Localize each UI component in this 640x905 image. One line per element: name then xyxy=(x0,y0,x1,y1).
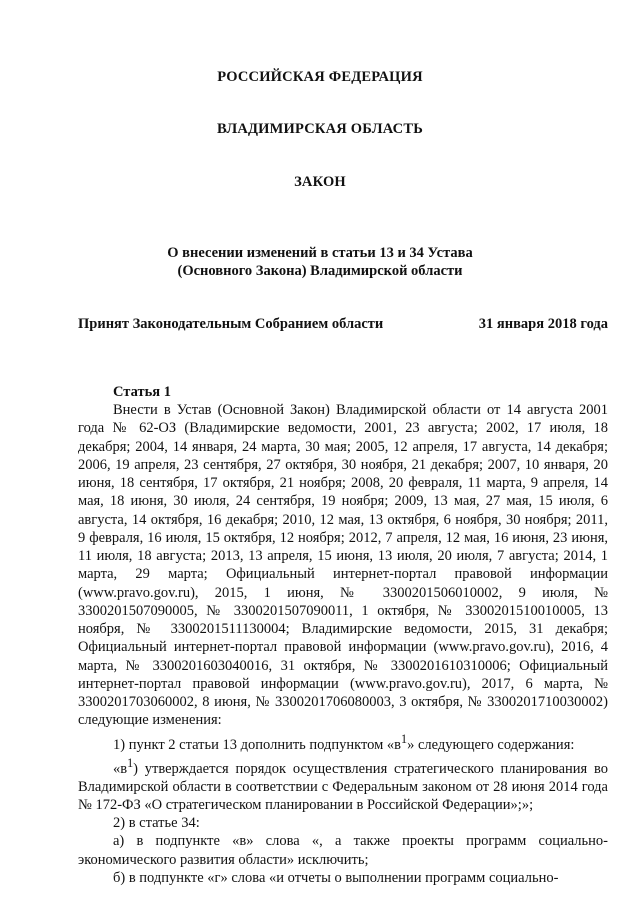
adoption-line xyxy=(78,316,608,333)
article-heading: Статья 1 xyxy=(113,384,171,400)
doc-type-heading: ЗАКОН xyxy=(294,174,346,190)
item-1-text-b: » следующего содержания: xyxy=(407,736,575,753)
quote-text-a: «в xyxy=(113,760,128,777)
quote-text-b: ) утверждается порядок осуществления стратегического планирования во Владимирской области в соответствии с Федеральным законом от 28 июня 2014 года № 172-ФЗ «О стратегическом планировании в Российской Федерации»;»; xyxy=(78,760,608,813)
region-heading: ВЛАДИМИРСКАЯ ОБЛАСТЬ xyxy=(217,121,423,137)
law-title-line-1: О внесении изменений в статьи 13 и 34 Устава xyxy=(167,245,473,261)
item-1 xyxy=(78,730,608,754)
article-intro: Внести в Устав (Основной Закон) Владимирской области от 14 августа 2001 года № 62-ОЗ (Владимирские ведомости, 2001, 23 августа; 2002, 17 июля, 18 декабря; 2004, 14 января, 24 марта, 30 мая; 2005, 12 апреля, 17 августа, 14 декабря; 2006, 19 апреля, 23 сентября, 27 октября, 30 ноября, 21 декабря; 2007, 10 января, 20 июня, 18 сентября, 17 октября, 21 ноября; 2008, 20 февраля, 11 марта, 9 апреля, 14 мая, 18 июня, 30 июля, 24 сентября, 19 ноября; 2009, 13 мая, 27 мая, 15 июля, 6 августа, 14 октября, 16 декабря; 2010, 12 мая, 13 октября, 6 ноября, 30 ноября; 2011, 9 февраля, 16 июля, 15 октября, 12 ноября; 2012, 7 апреля, 12 мая, 16 июня, 23 июня, 11 июля, 18 августа; 2013, 13 апреля, 15 июня, 13 июля, 20 июля, 7 августа; 2014, 1 марта, 29 марта; Официальный интернет-портал правовой информации (www.pravo.gov.ru), 2015, 1 июня, № 3300201506010002, 9 июля, № 3300201507090005, № 3300201507090011, 1 октября, № 3300201510010005, 13 ноября, № 3300201511130004; Владимирские ведомости, 2015, 31 декабря; Официальный интернет-портал правовой информации (www.pravo.gov.ru), 2016, 4 марта, № 3300201603040016, 31 октября, № 3300201610310006; Официальный интернет-портал правовой информации (www.pravo.gov.ru), 2017, 6 марта, № 3300201703060002, 8 июня, № 3300201706080003, 3 октября, № 3300201710030002) следующие изменения: xyxy=(78,402,608,729)
adopted-by: Принят Законодательным Собранием области xyxy=(78,316,384,332)
item-1-superscript: 1 xyxy=(401,731,408,746)
country-heading: РОССИЙСКАЯ ФЕДЕРАЦИЯ xyxy=(217,69,423,85)
sub-item-a: а) в подпункте «в» слова «, а также проекты программ социально-экономического развития области» исключить; xyxy=(78,833,608,868)
article-body xyxy=(78,401,608,887)
item-1-text-a: 1) пункт 2 статьи 13 дополнить подпунктом «в xyxy=(113,736,402,753)
quote-superscript: 1 xyxy=(127,755,134,770)
item-2: 2) в статье 34: xyxy=(113,815,200,832)
law-title-line-2: (Основного Закона) Владимирской области xyxy=(177,263,463,279)
item-1-quote xyxy=(78,754,608,815)
adoption-date: 31 января 2018 года xyxy=(478,316,608,332)
sub-item-b: б) в подпункте «г» слова «и отчеты о выполнении программ социально- xyxy=(113,869,559,886)
